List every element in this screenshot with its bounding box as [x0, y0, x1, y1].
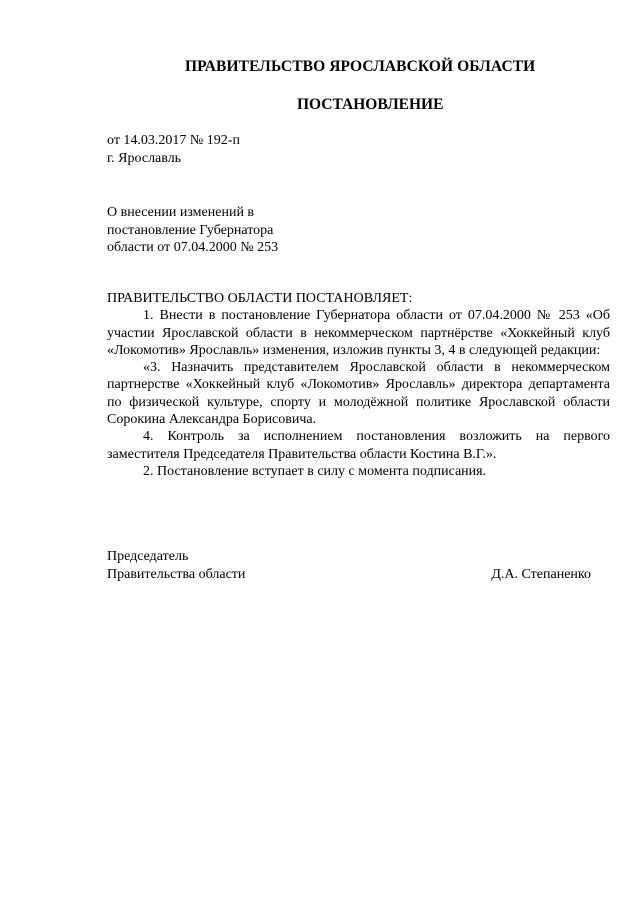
paragraph-1: 1. Внести в постановление Губернатора области от 07.04.2000 № 253 «Об участии Ярославской области в некоммерческом партнёрстве «Хоккейный клуб «Локомотив» Ярославль» изменения, изложив пункты 3, 4 в следующей редакции:	[107, 308, 610, 358]
subject-line-3: области от 07.04.2000 № 253	[107, 240, 279, 255]
resolution-lead: ПРАВИТЕЛЬСТВО ОБЛАСТИ ПОСТАНОВЛЯЕТ:	[107, 291, 413, 306]
signatory-title-line-1: Председатель	[107, 549, 189, 564]
document-meta	[107, 132, 240, 167]
signatory-title-line-2: Правительства области	[107, 566, 246, 582]
subject-line-2: постановление Губернатора	[107, 222, 274, 238]
signature-block	[107, 548, 591, 583]
city: г. Ярославль	[107, 150, 182, 166]
date-number: от 14.03.2017 № 192-п	[107, 133, 240, 148]
paragraph-4: 2. Постановление вступает в силу с момента подписания.	[143, 463, 487, 479]
paragraph-3: 4. Контроль за исполнением постановления возложить на первого заместителя Председателя Правительства области Костина В.Г.».	[107, 429, 610, 462]
document-subject	[107, 204, 278, 257]
document-body	[107, 290, 610, 480]
signatory-name: Д.А. Степаненко	[491, 566, 591, 582]
subject-line-1: О внесении изменений в	[107, 205, 255, 220]
government-title: ПРАВИТЕЛЬСТВО ЯРОСЛАВСКОЙ ОБЛАСТИ	[185, 58, 536, 75]
paragraph-2: «3. Назначить представителем Ярославской области в некоммерческом партнерстве «Хоккейный клуб «Локомотив» Ярославль» директора департамента по физической культуре, спорту и молодёжной политике Ярославской области Сорокина Александра Борисовича.	[107, 360, 610, 428]
document-type-title: ПОСТАНОВЛЕНИЕ	[297, 96, 444, 113]
